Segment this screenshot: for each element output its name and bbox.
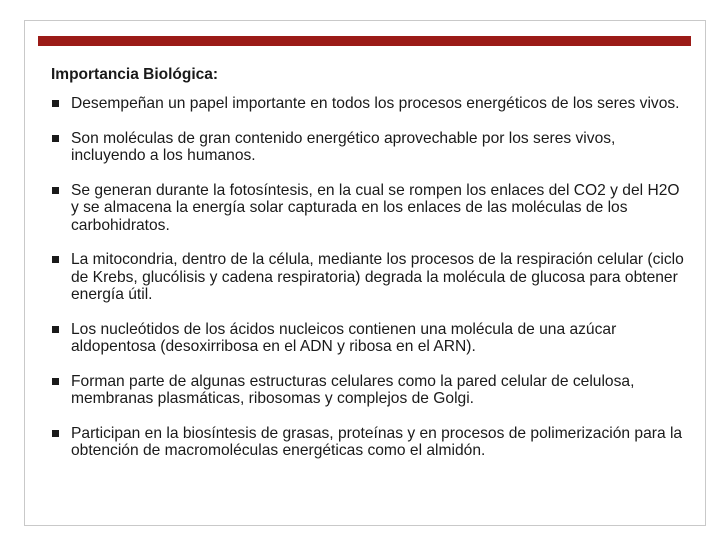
slide-heading: Importancia Biológica: bbox=[51, 66, 219, 83]
bullet-list bbox=[51, 95, 691, 460]
bullet-item bbox=[51, 130, 691, 165]
bullet-text: Se generan durante la fotosíntesis, en la cual se rompen los enlaces del CO2 y del H2O y se almacena la energía solar capturada en los enlaces de las moléculas de los carbohidratos. bbox=[71, 181, 680, 234]
bullet-text: La mitocondria, dentro de la célula, mediante los procesos de la respiración celular (ciclo de Krebs, glucólisis y cadena respiratoria) degrada la molécula de glucosa para obtener energía útil. bbox=[71, 251, 684, 303]
bullet-item bbox=[51, 373, 691, 408]
square-bullet-icon bbox=[52, 378, 59, 385]
bullet-item bbox=[51, 182, 691, 235]
title-accent-bar bbox=[38, 36, 691, 46]
bullet-text: Participan en la biosíntesis de grasas, proteínas y en procesos de polimerización para la obtención de macromoléculas energéticas como el almidón. bbox=[71, 424, 683, 459]
bullet-text: Los nucleótidos de los ácidos nucleicos contienen una molécula de una azúcar aldopentosa (desoxirribosa en el ADN y ribosa en el ARN). bbox=[71, 320, 617, 355]
bullet-text: Son moléculas de gran contenido energético aprovechable por los seres vivos, incluyendo a los humanos. bbox=[71, 129, 616, 164]
slide-content bbox=[51, 66, 691, 477]
square-bullet-icon bbox=[52, 326, 59, 333]
square-bullet-icon bbox=[52, 135, 59, 142]
bullet-text: Forman parte de algunas estructuras celulares como la pared celular de celulosa, membranas plasmáticas, ribosomas y complejos de Golgi. bbox=[71, 372, 635, 407]
bullet-item bbox=[51, 251, 691, 304]
bullet-item bbox=[51, 425, 691, 460]
square-bullet-icon bbox=[52, 100, 59, 107]
square-bullet-icon bbox=[52, 256, 59, 263]
bullet-text: Desempeñan un papel importante en todos los procesos energéticos de los seres vivos. bbox=[71, 95, 680, 112]
square-bullet-icon bbox=[52, 187, 59, 194]
bullet-item bbox=[51, 321, 691, 356]
bullet-item bbox=[51, 95, 691, 113]
square-bullet-icon bbox=[52, 430, 59, 437]
